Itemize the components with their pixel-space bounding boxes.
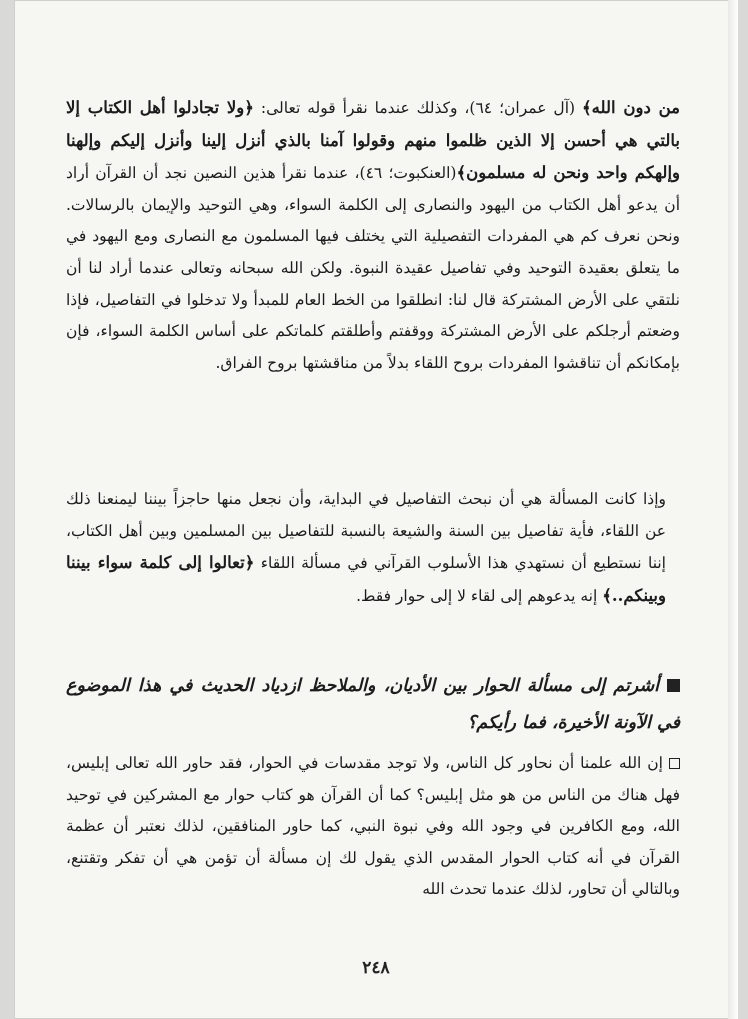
page-edge bbox=[728, 0, 738, 1019]
interview-answer bbox=[66, 748, 680, 906]
quote-end: من دون الله﴾ bbox=[582, 98, 680, 117]
paragraph-1-text-a: (آل عمران؛ ٦٤)، وكذلك عندما نقرأ قوله تعالى: bbox=[253, 99, 583, 117]
paragraph-1-text-b: (العنكبوت؛ ٤٦)، عندما نقرأ هذين النصين نجد أن القرآن أراد أن يدعو أهل الكتاب من اليهود والنصارى إلى الكلمة السواء، وهي التوحيد والإيمان بالرسالات. ونحن نعرف كم هي المفردات التفصيلية التي يختلف فيها المسلمون مع النصارى ومع اليهود في ما يتعلق بعقيدة التوحيد وفي تفاصيل عقيدة النبوة. ولكن الله سبحانه وتعالى عندما أراد لنا أن نلتقي على الأرض المشتركة قال لنا: انطلقوا من الخط العام للمبدأ ولا تدخلوا في التفاصيل، فإذا وضعتم أرجلكم على الأرض المشتركة ووقفتم وأطلقتم كلماتكم على أساس الكلمة السواء، فإن بإمكانكم أن تناقشوا المفردات بروح اللقاء بدلاً من مناقشتها بروح الفراق. bbox=[66, 164, 680, 372]
interview-question bbox=[66, 668, 680, 742]
paragraph-2-text-a: وإذا كانت المسألة هي أن نبحث التفاصيل في البداية، وأن نجعل منها حاجزاً بيننا ليمنعنا ذلك عن اللقاء، فأية تفاصيل بين السنة والشيعة بالنسبة للتفاصيل بين المسلمين وبين أهل الكتاب، إننا نستطيع أن نستهدي هذا الأسلوب القرآني في مسألة اللقاء bbox=[66, 490, 666, 573]
paragraph-2-text-b: إنه يدعوهم إلى لقاء لا إلى حوار فقط. bbox=[356, 586, 603, 605]
answer-text: إن الله علمنا أن نحاور كل الناس، ولا توجد مقدسات في الحوار، فقد حاور الله تعالى إبليس، فهل هناك من الناس من هو مثل إبليس؟ كما أن القرآن هو كتاب حوار مع المشركين في توحيد الله، ومع الكافرين في وجود الله وفي نبوة النبي، كما حاور المنافقين، لذلك نعتبر أن عظمة القرآن في أنه كتاب الحوار المقدس الذي يقول لك إن مسألة أن تؤمن هي أن تفكر وتقتنع، وبالتالي أن تحاور، لذلك عندما تحدث الله bbox=[66, 754, 680, 899]
page-number: ٢٤٨ bbox=[362, 958, 390, 978]
quran-quote-taalaw: ﴿تعالوا إلى كلمة سواء بيننا وبينكم..﴾ bbox=[66, 553, 666, 605]
paragraph-2 bbox=[66, 484, 680, 612]
paragraph-1 bbox=[66, 92, 680, 379]
empty-square-icon bbox=[669, 758, 680, 769]
book-page bbox=[14, 0, 738, 1019]
question-text: أشرتم إلى مسألة الحوار بين الأديان، والملاحظ ازدياد الحديث في هذا الموضوع في الآونة الأخيرة، فما رأيكم؟ bbox=[66, 676, 680, 733]
quran-quote-ankabut: ﴿ولا تجادلوا أهل الكتاب إلا بالتي هي أحسن إلا الذين ظلموا منهم وقولوا آمنا بالذي أنزل إلينا وأنزل إليكم وإلهنا وإلهكم واحد ونحن له مسلمون﴾ bbox=[66, 98, 681, 183]
filled-square-icon bbox=[667, 679, 680, 692]
